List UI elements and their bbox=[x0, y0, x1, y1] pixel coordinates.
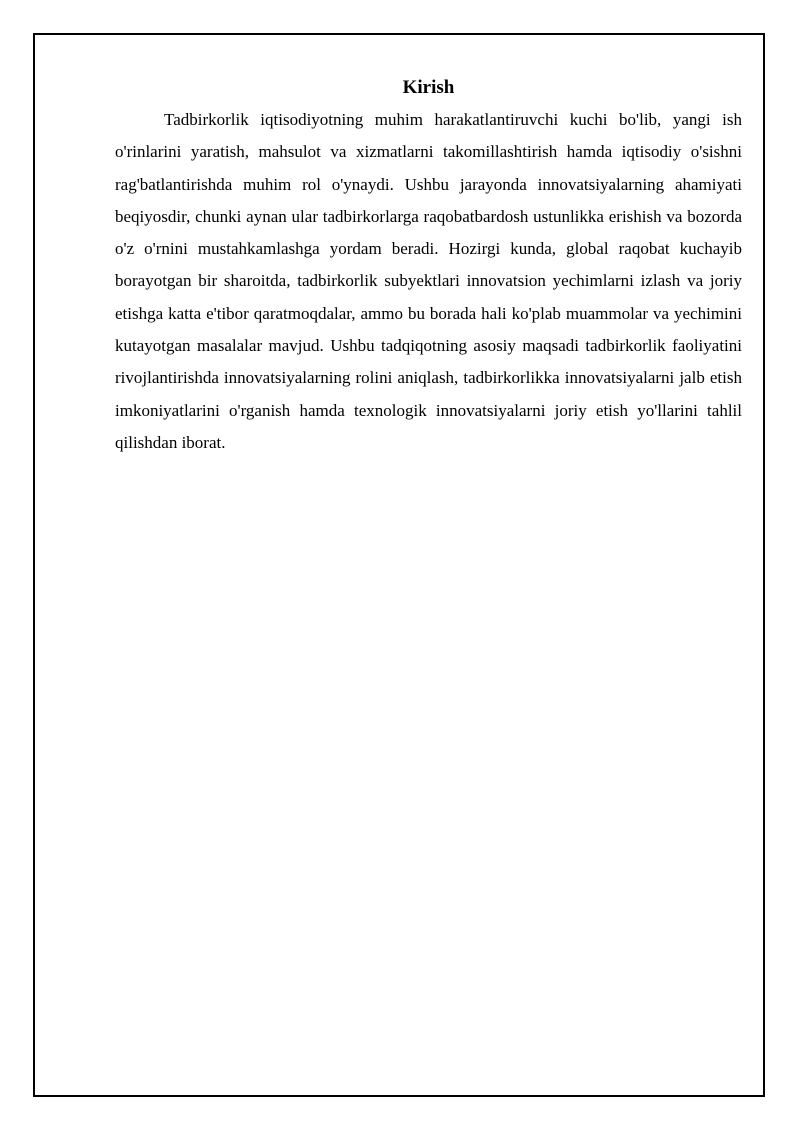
body-paragraph: Tadbirkorlik iqtisodiyotning muhim harakatlantiruvchi kuchi bo'lib, yangi ish o'rinlarini yaratish, mahsulot va xizmatlarni takomillashtirish hamda iqtisodiy o'sishni rag'batlantirishda muhim rol o'ynaydi. Ushbu jarayonda innovatsiyalarning ahamiyati beqiyosdir, chunki aynan ular tadbirkorlarga raqobatbardosh ustunlikka erishish va bozorda o'z o'rnini mustahkamlashga yordam beradi. Hozirgi kunda, global raqobat kuchayib borayotgan bir sharoitda, tadbirkorlik subyektlari innovatsion yechimlarni izlash va joriy etishga katta e'tibor qaratmoqdalar, ammo bu borada hali ko'plab muammolar va yechimini kutayotgan masalalar mavjud. Ushbu tadqiqotning asosiy maqsadi tadbirkorlik faoliyatini rivojlantirishda innovatsiyalarning rolini aniqlash, tadbirkorlikka innovatsiyalarni jalb etish imkoniyatlarini o'rganish hamda texnologik innovatsiyalarni joriy etish yo'llarini tahlil qilishdan iborat. bbox=[115, 110, 742, 452]
section-heading: Kirish bbox=[402, 77, 455, 98]
document-body bbox=[115, 74, 742, 459]
